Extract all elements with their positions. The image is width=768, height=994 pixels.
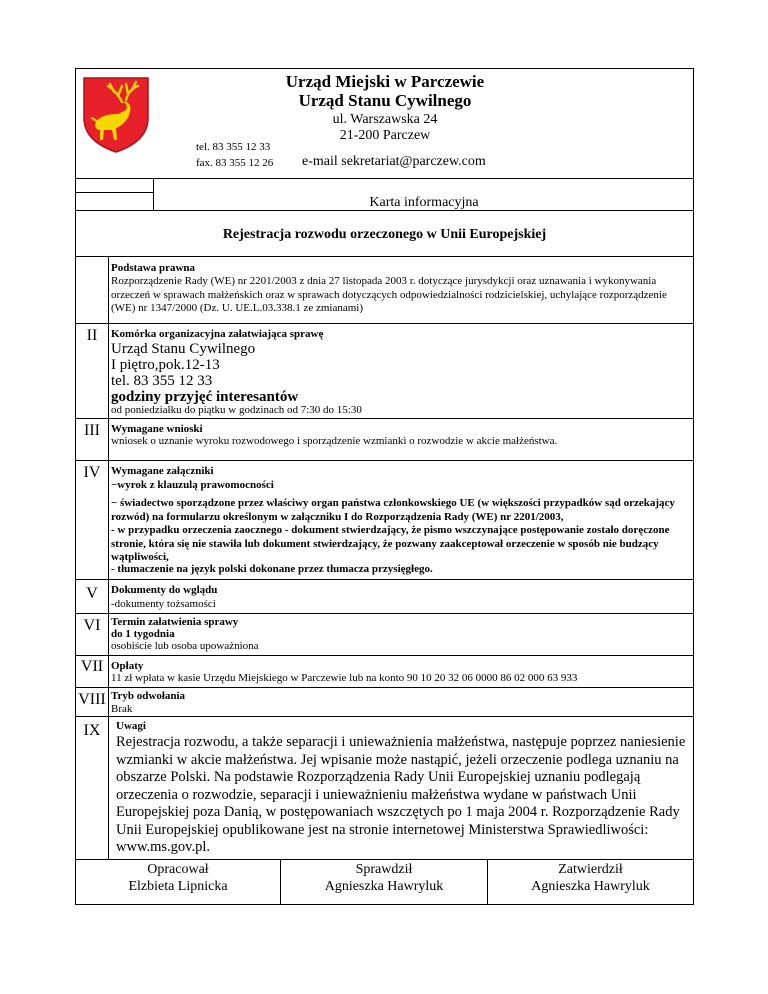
legal-basis-text: Rozporządzenie Rady (WE) nr 2201/2003 z dnia 27 listopada 2003 r. dotyczące jurysdykcji oraz uznawania i wykonywania orzeczeń w sprawach małżeńskich oraz w sprawach dotyczących odpowiedzialności rodzicielskiej, uchylające rozporządzenie (WE) nr 1347/2000 (Dz. U. UE.L.03.338.1 ze zmianami) bbox=[111, 275, 667, 314]
attachment-item: −wyrok z klauzulą prawomocności bbox=[111, 479, 274, 491]
unit-phone: tel. 83 355 12 33 bbox=[111, 373, 213, 389]
deadline-text: osobiście lub osoba upoważniona bbox=[111, 640, 259, 652]
attachments-heading: Wymagane załączniki bbox=[111, 465, 214, 477]
checked-name: Agnieszka Hawryluk bbox=[324, 879, 444, 894]
deadline-term: do 1 tygodnia bbox=[111, 628, 175, 640]
prepared-label: Opracował bbox=[147, 862, 209, 877]
card-label: Karta informacyjna bbox=[369, 195, 479, 210]
notes-text: Rejestracja rozwodu, a także separacji i unieważnienia małżeństwa, następuje poprzez naniesienie wzmianki w akcie małżeństwa. Jej wpisanie może nastąpić, jeżeli orzeczenie podlega uznaniu na obszarze Polski. Na podstawie Rozporządzenia Rady Unii Europejskiej uznaniu podlegają orzeczenia o rozwodzie, separacji i unieważnieniu małżeństwa wydane w państwach Unii Europejskiej poza Danią, w postępowaniach wszczętych po 1 maja 2004 r. Rozporządzenie Rady Unii Europejskiej opublikowane jest na stronie internetowej Ministerstwa Sprawiedliwości: www.ms.gov.pl. bbox=[116, 734, 686, 855]
requests-text: wniosek o uznanie wyroku rozwodowego i sporządzenie wzmianki o rozwodzie w akcie małżeństwa. bbox=[111, 435, 558, 447]
coat-of-arms bbox=[78, 72, 154, 154]
office-hours: od poniedziałku do piątku w godzinach od 7:30 do 15:30 bbox=[111, 404, 362, 416]
attachment-item: - w przypadku orzeczenia zaocznego - dokument stwierdzający, że pismo wszczynające postępowanie zostało doręczone stronie, która się nie stawiła lub dokument stwierdzający, że pozwany zaakceptował orzeczenie w sposób nie budzący wątpliwości, bbox=[111, 524, 670, 563]
section-number-ii: II bbox=[86, 327, 98, 344]
section-number-viii: VIII bbox=[78, 691, 106, 708]
postal-address: 21-200 Parczew bbox=[339, 128, 431, 143]
unit-room: I piętro,pok.12-13 bbox=[111, 357, 220, 373]
approved-label: Zatwierdził bbox=[558, 862, 623, 877]
deadline-heading: Termin załatwienia sprawy bbox=[111, 616, 239, 628]
documents-text: -dokumenty tożsamości bbox=[111, 598, 216, 610]
appeal-heading: Tryb odwołania bbox=[111, 690, 186, 702]
notes-heading: Uwagi bbox=[116, 720, 146, 732]
legal-basis-heading: Podstawa prawna bbox=[111, 262, 196, 274]
page-title: Rejestracja rozwodu orzeczonego w Unii Europejskiej bbox=[222, 227, 547, 242]
fax-number: fax. 83 355 12 26 bbox=[196, 157, 274, 169]
appeal-text: Brak bbox=[111, 703, 133, 715]
checked-label: Sprawdził bbox=[355, 862, 413, 877]
prepared-name: Elzbieta Lipnicka bbox=[128, 879, 228, 894]
approved-name: Agnieszka Hawryluk bbox=[531, 879, 650, 894]
section-number-ix: IX bbox=[83, 722, 101, 739]
unit-name: Urząd Stanu Cywilnego bbox=[111, 341, 256, 357]
section-number-vi: VI bbox=[83, 617, 101, 634]
unit-heading: Komórka organizacyjna załatwiająca sprawę bbox=[111, 328, 324, 340]
street-address: ul. Warszawska 24 bbox=[332, 112, 438, 127]
hours-heading: godziny przyjęć interesantów bbox=[111, 389, 299, 405]
documents-heading: Dokumenty do wglądu bbox=[111, 584, 218, 596]
section-number-vii: VII bbox=[80, 658, 104, 675]
deer-crest-icon bbox=[78, 72, 154, 154]
fees-heading: Opłaty bbox=[111, 660, 144, 672]
requests-heading: Wymagane wnioski bbox=[111, 423, 203, 435]
email-address: e-mail sekretariat@parczew.com bbox=[302, 154, 486, 169]
office-name: Urząd Miejski w Parczewie bbox=[285, 72, 485, 91]
attachment-item: - tłumaczenie na język polski dokonane przez tłumacza przysięgłego. bbox=[111, 563, 433, 575]
phone-number: tel. 83 355 12 33 bbox=[196, 141, 271, 153]
section-number-v: V bbox=[86, 585, 98, 602]
section-number-iii: III bbox=[84, 422, 100, 439]
department-name: Urząd Stanu Cywilnego bbox=[298, 91, 472, 110]
attachment-item: − świadectwo sporządzone przez właściwy organ państwa członkowskiego UE (w większości przypadków sąd orzekający rozwód) na formularzu określonym w załączniku I do Rozporządzenia Rady (WE) nr 2201/2003, bbox=[111, 497, 675, 523]
section-number-iv: IV bbox=[83, 464, 101, 481]
fees-text: 11 zł wpłata w kasie Urzędu Miejskiego w Parczewie lub na konto 90 10 20 32 06 0000 86 02 000 63 933 bbox=[111, 672, 578, 684]
